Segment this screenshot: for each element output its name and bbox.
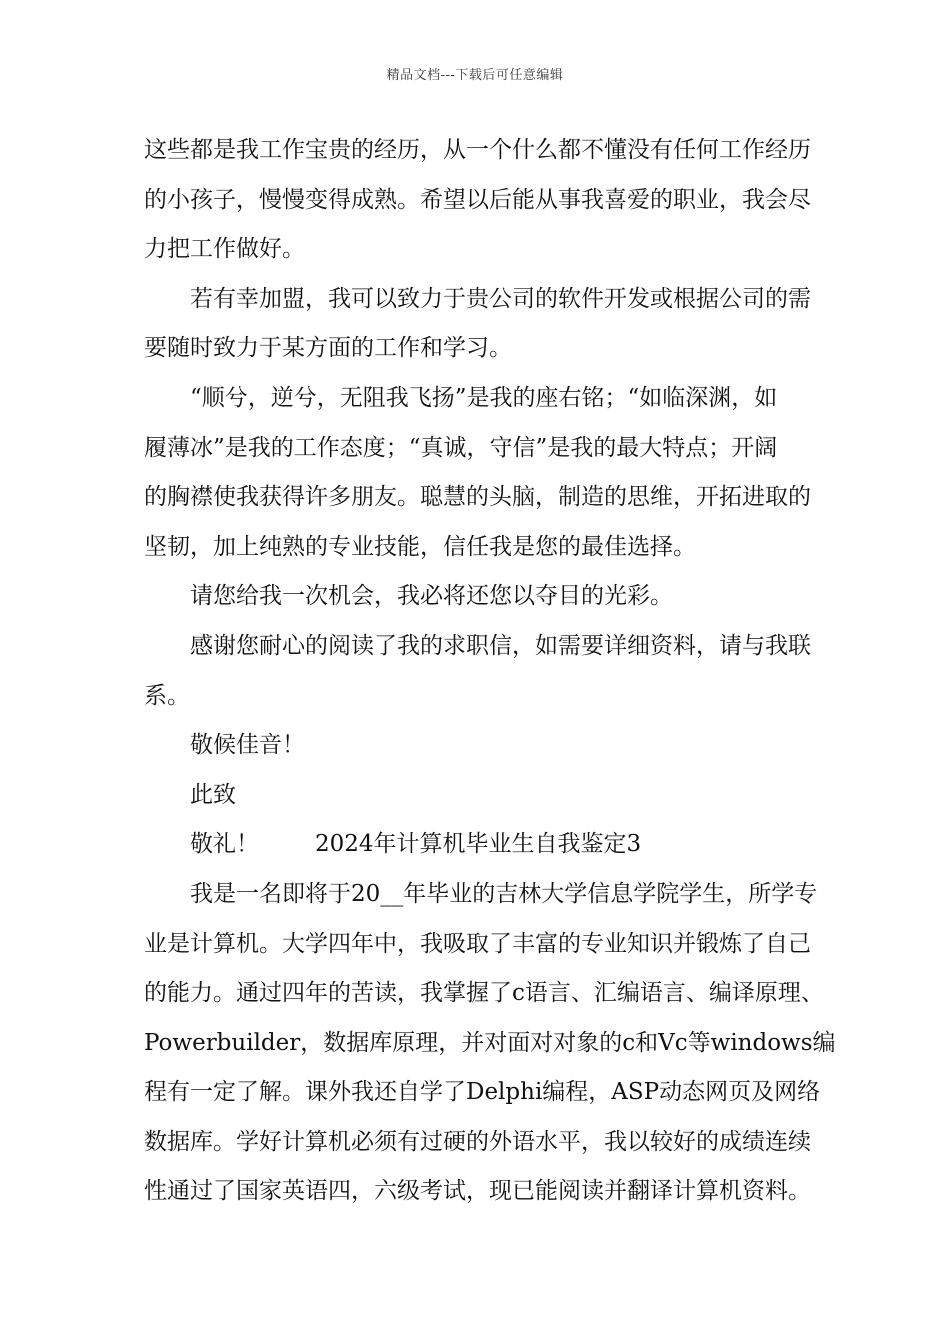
text-line: 性通过了国家英语四，六级考试，现已能阅读并翻译计算机资料。	[144, 1178, 811, 1205]
closing-line	[144, 820, 814, 870]
text-line: 的小孩子，慢慢变得成熟。希望以后能从事我喜爱的职业，我会尽	[144, 186, 811, 213]
text-line: 若有幸加盟，我可以致力于贵公司的软件开发或根据公司的需	[190, 285, 811, 312]
text-line: 履薄冰”是我的工作态度；“真诚，守信”是我的最大特点；开阔	[144, 434, 778, 461]
text-line: 坚韧，加上纯熟的专业技能，信任我是您的最佳选择。	[144, 533, 696, 560]
text-line: 要随时致力于某方面的工作和学习。	[144, 335, 512, 362]
text-line: 程有一定了解。课外我还自学了Delphi编程，ASP动态网页及网络	[144, 1079, 821, 1106]
closing-salute: 敬礼！	[190, 831, 259, 858]
text-line: 的能力。通过四年的苦读，我掌握了c语言、汇编语言、编译原理、	[144, 980, 824, 1007]
text-line: 业是计算机。大学四年中，我吸取了丰富的专业知识并锻炼了自己	[144, 930, 811, 957]
text-line: 数据库。学好计算机必须有过硬的外语水平，我以较好的成绩连续	[144, 1128, 811, 1155]
text-line: 的胸襟使我获得许多朋友。聪慧的头脑，制造的思维，开拓进取的	[144, 484, 811, 511]
page-header: 精品文档---下载后可任意编辑	[386, 68, 564, 83]
text-line: 敬候佳音！	[190, 732, 305, 759]
text-line: 感谢您耐心的阅读了我的求职信，如需要详细资料，请与我联	[190, 632, 811, 659]
text-line: 系。	[144, 682, 190, 709]
text-line: 此致	[190, 781, 236, 808]
text-line: 力把工作做好。	[144, 236, 305, 263]
text-line: “顺兮，逆兮，无阻我飞扬”是我的座右铭；“如临深渊，如	[190, 384, 778, 411]
document-body	[144, 126, 836, 1217]
text-line: 请您给我一次机会，我必将还您以夺目的光彩。	[190, 583, 673, 610]
text-line: 这些都是我工作宝贵的经历，从一个什么都不懂没有任何工作经历	[144, 137, 811, 163]
section-title: 2024年计算机毕业生自我鉴定3	[315, 831, 642, 858]
text-line: 我是一名即将于20__年毕业的吉林大学信息学院学生，所学专	[190, 880, 818, 907]
text-line: Powerbuilder，数据库原理，并对面对对象的c和Vc等windows编	[144, 1029, 836, 1056]
